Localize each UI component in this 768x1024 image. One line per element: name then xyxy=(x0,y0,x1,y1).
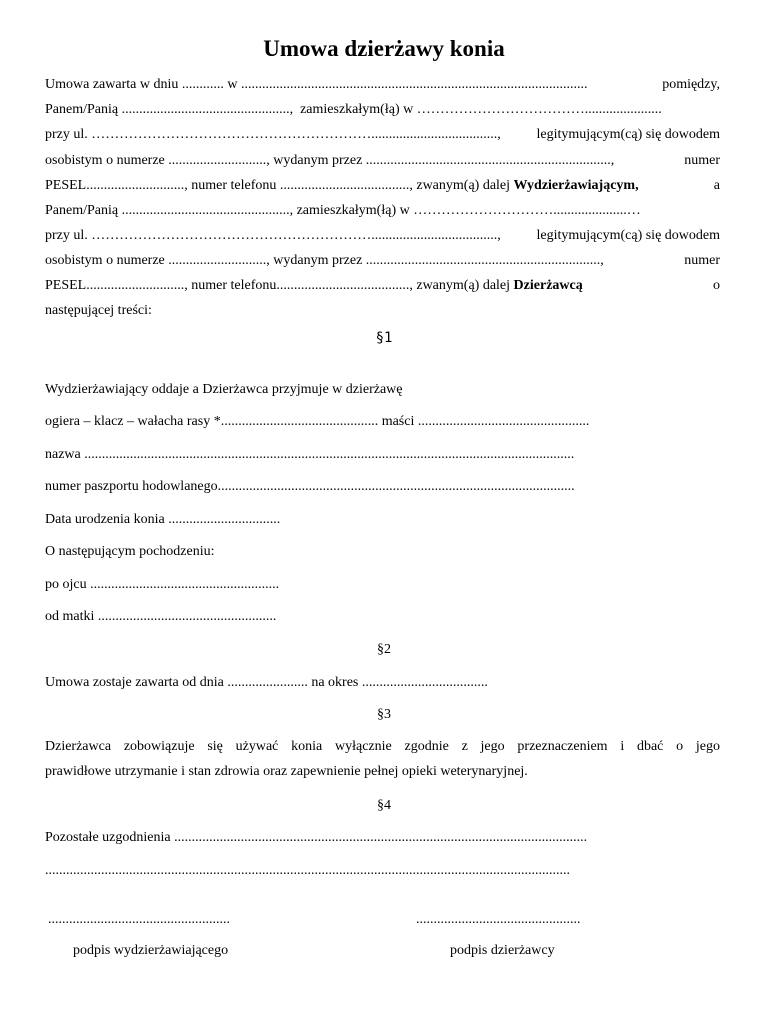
dam-field: od matki ................................................... xyxy=(45,609,277,624)
section-3-word: dbać xyxy=(636,739,664,754)
lessor-signature-line: .................................................... xyxy=(48,912,230,927)
section-3-heading: §3 xyxy=(377,707,391,722)
sire-field: po ojcu ...................................................... xyxy=(45,577,280,592)
lessee-signature-line: ............................................... xyxy=(416,912,581,927)
role-lessor: Wydzierżawiającym, xyxy=(513,178,639,193)
section-3-word: zgodnie xyxy=(404,739,449,754)
document-title: Umowa dzierżawy konia xyxy=(263,36,505,61)
other-arrangements-continuation: ...................................................................................................................................................... xyxy=(45,863,570,878)
intro-line-2: Panem/Panią ................................................, zamieszkałym(łą) w ………………………………...................... xyxy=(45,102,662,117)
passport-number-field: numer paszportu hodowlanego...................................................................................................... xyxy=(45,479,575,494)
section-3-line-1 xyxy=(45,738,720,756)
lessor-signature-label: podpis wydzierżawiającego xyxy=(73,943,229,958)
intro-line-5: PESEL............................, numer telefonu ....................................., zwanym(ą) dalej Wydzierżawiającym, a xyxy=(45,178,720,193)
intro-line-6: Panem/Panią ................................................, zamieszkałym(łą) w ………………………….....................… xyxy=(45,203,641,218)
section-3-word: i xyxy=(620,739,625,754)
section-2-heading: §2 xyxy=(377,642,391,657)
section-3-line-2: prawidłowe utrzymanie i stan zdrowia oraz zapewnienie pełnej opieki weterynaryjnej. xyxy=(45,764,528,779)
intro-line-10: następującej treści: xyxy=(45,303,152,318)
section-3-word: o xyxy=(676,739,684,754)
section-3-word: jego xyxy=(695,739,720,754)
section-3-word: zobowiązuje xyxy=(123,739,195,754)
horse-breed-field: ogiera – klacz – wałacha rasy *............................................. maści ................................................. xyxy=(45,414,590,429)
intro-line-7: przy ul. ……………………………………………………...................................., legitymującym(cą) się dowodem xyxy=(45,228,720,243)
section-3-word: przeznaczeniem xyxy=(517,739,608,754)
intro-line-9: PESEL............................, numer telefonu......................................, zwanym(ą) dalej Dzierżawcą o xyxy=(45,278,720,293)
section-4-heading: §4 xyxy=(377,798,391,813)
section-3-word: konia xyxy=(291,739,323,754)
section-3-word: z xyxy=(461,739,468,754)
role-lessee: Dzierżawcą xyxy=(513,278,583,293)
section-1-line: Wydzierżawiający oddaje a Dzierżawca przyjmuje w dzierżawę xyxy=(45,382,403,397)
section-3-word: używać xyxy=(235,739,279,754)
lease-term-field: Umowa zostaje zawarta od dnia ....................... na okres .................................... xyxy=(45,675,488,690)
horse-name-field: nazwa ............................................................................................................................................ xyxy=(45,447,575,462)
section-1-heading: §1 xyxy=(375,330,393,346)
other-arrangements-field: Pozostałe uzgodnienia ...................................................................................................................... xyxy=(45,830,588,845)
section-3-word: się xyxy=(207,739,223,754)
pedigree-label: O następującym pochodzeniu: xyxy=(45,544,215,559)
intro-line-3: przy ul. ……………………………………………………...................................., legitymującym(cą) się dowodem xyxy=(45,127,720,142)
intro-line-1: Umowa zawarta w dniu ............ w ................................................................................................... pomiędzy, xyxy=(45,77,720,92)
section-3-word: wyłącznie xyxy=(335,739,392,754)
lessee-signature-label: podpis dzierżawcy xyxy=(450,943,555,958)
intro-line-8: osobistym o numerze ............................, wydanym przez ..................................................................., numer xyxy=(45,253,720,268)
birth-date-field: Data urodzenia konia ................................ xyxy=(45,512,281,527)
section-3-word: Dzierżawca xyxy=(45,739,112,754)
section-3-word: jego xyxy=(480,739,505,754)
intro-line-4: osobistym o numerze ............................, wydanym przez ......................................................................, numer xyxy=(45,153,720,168)
